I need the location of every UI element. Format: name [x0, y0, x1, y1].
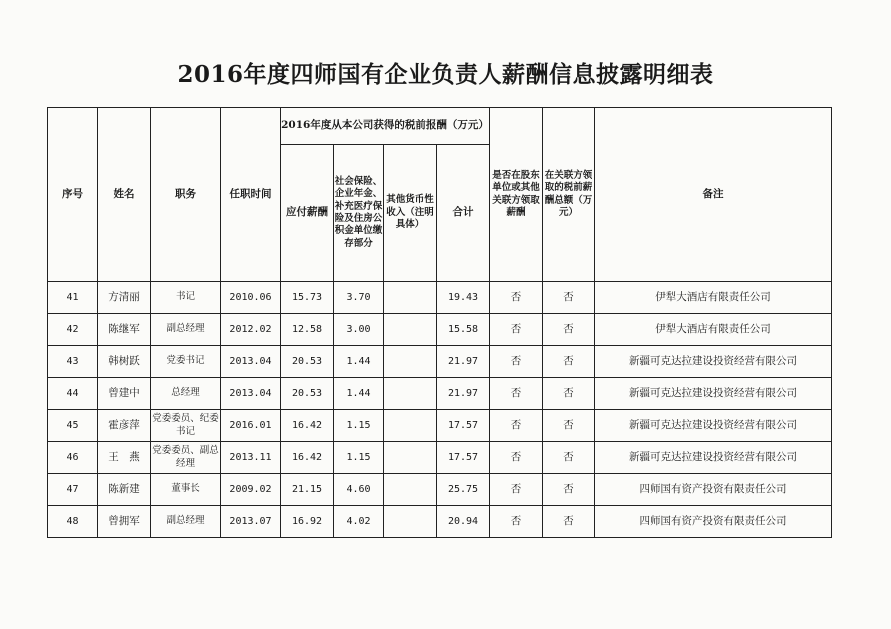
cell-name: 霍彦萍 [98, 410, 151, 442]
cell-related: 否 [543, 282, 595, 314]
header-other: 其他货币性收入（注明具体） [384, 145, 437, 282]
cell-position: 副总经理 [151, 314, 221, 346]
cell-position: 董事长 [151, 474, 221, 506]
cell-payable: 12.58 [281, 314, 334, 346]
cell-related: 否 [543, 474, 595, 506]
cell-related: 否 [543, 314, 595, 346]
cell-tenure: 2013.04 [221, 346, 281, 378]
cell-total: 15.58 [437, 314, 490, 346]
cell-seq: 43 [48, 346, 98, 378]
cell-other [384, 410, 437, 442]
cell-total: 17.57 [437, 442, 490, 474]
header-shareholder: 是否在股东单位或其他关联方领取薪酬 [490, 108, 543, 282]
table-row [48, 378, 832, 410]
cell-related: 否 [543, 346, 595, 378]
cell-other [384, 282, 437, 314]
cell-name: 陈继军 [98, 314, 151, 346]
cell-total: 19.43 [437, 282, 490, 314]
cell-position: 党委委员、纪委书记 [151, 410, 221, 442]
table-row [48, 282, 832, 314]
header-total: 合计 [437, 145, 490, 282]
cell-seq: 47 [48, 474, 98, 506]
cell-position: 党委书记 [151, 346, 221, 378]
cell-tenure: 2013.04 [221, 378, 281, 410]
cell-other [384, 474, 437, 506]
cell-payable: 21.15 [281, 474, 334, 506]
header-tenure: 任职时间 [221, 108, 281, 282]
cell-other [384, 506, 437, 538]
header-row-1 [48, 108, 832, 145]
table-row [48, 410, 832, 442]
cell-payable: 20.53 [281, 346, 334, 378]
cell-related: 否 [543, 442, 595, 474]
cell-payable: 16.42 [281, 410, 334, 442]
cell-social: 1.15 [334, 442, 384, 474]
cell-social: 3.70 [334, 282, 384, 314]
cell-other [384, 442, 437, 474]
cell-related: 否 [543, 506, 595, 538]
cell-tenure: 2013.07 [221, 506, 281, 538]
cell-payable: 15.73 [281, 282, 334, 314]
cell-shareholder: 否 [490, 346, 543, 378]
cell-position: 党委委员、副总经理 [151, 442, 221, 474]
cell-position: 副总经理 [151, 506, 221, 538]
cell-social: 1.44 [334, 346, 384, 378]
cell-total: 17.57 [437, 410, 490, 442]
cell-shareholder: 否 [490, 442, 543, 474]
cell-remark: 四师国有资产投资有限责任公司 [595, 474, 832, 506]
cell-related: 否 [543, 378, 595, 410]
cell-seq: 45 [48, 410, 98, 442]
cell-social: 4.60 [334, 474, 384, 506]
header-name: 姓名 [98, 108, 151, 282]
cell-name: 曾建中 [98, 378, 151, 410]
cell-shareholder: 否 [490, 506, 543, 538]
table-row [48, 314, 832, 346]
salary-table [47, 107, 832, 538]
cell-shareholder: 否 [490, 314, 543, 346]
table-row [48, 442, 832, 474]
cell-total: 20.94 [437, 506, 490, 538]
cell-shareholder: 否 [490, 474, 543, 506]
cell-seq: 42 [48, 314, 98, 346]
cell-shareholder: 否 [490, 282, 543, 314]
table-row [48, 346, 832, 378]
cell-name: 王 燕 [98, 442, 151, 474]
cell-total: 21.97 [437, 346, 490, 378]
cell-seq: 44 [48, 378, 98, 410]
header-payable: 应付薪酬 [281, 145, 334, 282]
cell-remark: 新疆可克达拉建设投资经营有限公司 [595, 410, 832, 442]
cell-other [384, 378, 437, 410]
cell-shareholder: 否 [490, 378, 543, 410]
cell-tenure: 2013.11 [221, 442, 281, 474]
cell-name: 韩树跃 [98, 346, 151, 378]
cell-payable: 20.53 [281, 378, 334, 410]
cell-seq: 48 [48, 506, 98, 538]
header-seq: 序号 [48, 108, 98, 282]
cell-remark: 四师国有资产投资有限责任公司 [595, 506, 832, 538]
cell-related: 否 [543, 410, 595, 442]
header-social: 社会保险、企业年金、补充医疗保险及住房公积金单位缴存部分 [334, 145, 384, 282]
table-row [48, 474, 832, 506]
cell-remark: 新疆可克达拉建设投资经营有限公司 [595, 378, 832, 410]
cell-tenure: 2010.06 [221, 282, 281, 314]
cell-social: 1.44 [334, 378, 384, 410]
header-related-total: 在关联方领取的税前薪酬总额（万元） [543, 108, 595, 282]
cell-payable: 16.42 [281, 442, 334, 474]
cell-remark: 伊犁大酒店有限责任公司 [595, 282, 832, 314]
cell-seq: 46 [48, 442, 98, 474]
cell-payable: 16.92 [281, 506, 334, 538]
header-position: 职务 [151, 108, 221, 282]
cell-position: 书记 [151, 282, 221, 314]
cell-remark: 伊犁大酒店有限责任公司 [595, 314, 832, 346]
cell-name: 陈新建 [98, 474, 151, 506]
cell-remark: 新疆可克达拉建设投资经营有限公司 [595, 442, 832, 474]
cell-total: 25.75 [437, 474, 490, 506]
cell-other [384, 314, 437, 346]
cell-social: 1.15 [334, 410, 384, 442]
cell-total: 21.97 [437, 378, 490, 410]
cell-seq: 41 [48, 282, 98, 314]
header-remark: 备注 [595, 108, 832, 282]
table-row [48, 506, 832, 538]
cell-position: 总经理 [151, 378, 221, 410]
cell-name: 方清丽 [98, 282, 151, 314]
cell-social: 3.00 [334, 314, 384, 346]
cell-tenure: 2012.02 [221, 314, 281, 346]
cell-shareholder: 否 [490, 410, 543, 442]
page-title: 2016年度四师国有企业负责人薪酬信息披露明细表 [177, 61, 714, 88]
cell-other [384, 346, 437, 378]
cell-social: 4.02 [334, 506, 384, 538]
header-group-pay: 2016年度从本公司获得的税前报酬（万元） [281, 108, 490, 145]
cell-tenure: 2016.01 [221, 410, 281, 442]
cell-remark: 新疆可克达拉建设投资经营有限公司 [595, 346, 832, 378]
cell-tenure: 2009.02 [221, 474, 281, 506]
cell-name: 曾拥军 [98, 506, 151, 538]
